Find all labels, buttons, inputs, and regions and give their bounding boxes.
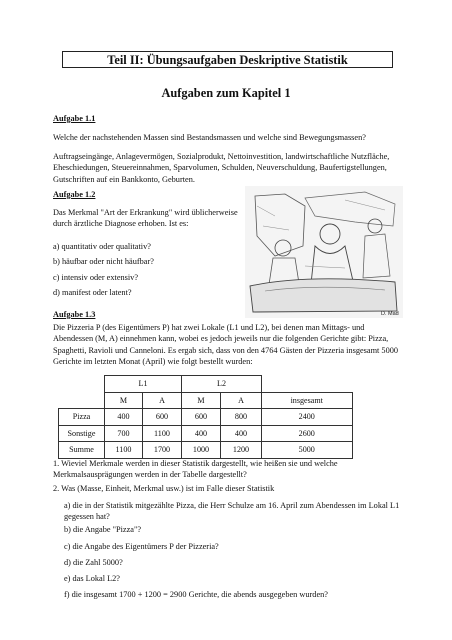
exercise-1-2-option-d: d) manifest oder latent? <box>53 288 132 297</box>
exercise-1-3-label: Aufgabe 1.3 <box>53 310 96 319</box>
table-cell: Summe <box>59 442 105 459</box>
part-title: Teil II: Übungsaufgaben Deskriptive Statistik <box>62 51 393 68</box>
header-l2-m: M <box>182 392 221 409</box>
question-2: 2. Was (Masse, Einheit, Merkmal usw.) ist im Falle dieser Statistik <box>53 484 275 493</box>
question-2-c: c) die Angabe des Eigentümers P der Pizzeria? <box>64 542 219 551</box>
header-l2-a: A <box>221 392 262 409</box>
table-cell: 1100 <box>143 425 182 442</box>
table-header-row-locations <box>59 376 353 393</box>
table-cell: Sonstige <box>59 425 105 442</box>
table-cell: 5000 <box>262 442 353 459</box>
exercise-1-2-option-b: b) häufbar oder nicht häufbar? <box>53 257 154 266</box>
question-2-b: b) die Angabe "Pizza"? <box>64 525 142 534</box>
question-2-e: e) das Lokal L2? <box>64 574 120 583</box>
question-2-a: a) die in der Statistik mitgezählte Pizza, die Herr Schulze am 16. April zum Abendessen im Lokal L1 gegessen hat? <box>64 501 400 522</box>
exercise-1-1-question: Welche der nachstehenden Massen sind Bestandsmassen und welche sind Bewegungsmassen? <box>53 133 366 142</box>
table-cell: 600 <box>143 409 182 426</box>
header-l2: L2 <box>182 376 262 393</box>
table-cell: 1700 <box>143 442 182 459</box>
table-row <box>59 442 353 459</box>
question-2-d: d) die Zahl 5000? <box>64 558 123 567</box>
table-cell: 400 <box>221 425 262 442</box>
header-l1-m: M <box>105 392 143 409</box>
exercise-1-2-option-a: a) quantitativ oder qualitativ? <box>53 242 151 251</box>
doctor-sketch-illustration <box>245 186 403 318</box>
table-cell: 600 <box>182 409 221 426</box>
header-l1-a: A <box>143 392 182 409</box>
sketch-signature: D. Mad <box>381 311 399 317</box>
table-cell: 700 <box>105 425 143 442</box>
header-total: insgesamt <box>262 392 353 409</box>
exercise-1-1-label: Aufgabe 1.1 <box>53 114 96 123</box>
table-cell: 1200 <box>221 442 262 459</box>
orders-table <box>58 375 353 459</box>
header-l1: L1 <box>105 376 182 393</box>
exercise-1-3-text: Die Pizzeria P (des Eigentümers P) hat zwei Lokale (L1 und L2), bei denen man Mittags- und Abendessen (M, A) einnehmen kann, wobei es jedoch jeweils nur die folgenden Gerichte gibt: Pizza, Spaghetti, Ravioli und Canneloni. Es ergab sich, dass von den 4764 Gästen der Pizzeria insgesamt 5000 Gerichte im letzten Monat (April) wie folgt bestellt wurden: <box>53 323 399 366</box>
table-cell: 800 <box>221 409 262 426</box>
exercise-1-2-option-c: c) intensiv oder extensiv? <box>53 273 139 282</box>
table-row <box>59 409 353 426</box>
table-cell: 2400 <box>262 409 353 426</box>
question-2-f: f) die insgesamt 1700 + 1200 = 2900 Gerichte, die abends ausgegeben wurden? <box>64 590 328 599</box>
table-cell: 1000 <box>182 442 221 459</box>
exercise-1-1-list: Auftragseingänge, Anlagevermögen, Sozialprodukt, Nettoinvestition, landwirtschaftliche Nutzfläche, Eheschiedungen, Steuereinnahmen, Sparvolumen, Schulden, Neuverschuldung, Baufertigstellungen, Gutschriften auf ein Bankkonto, Geburten. <box>53 152 390 184</box>
exercise-1-2-intro: Das Merkmal "Art der Erkrankung" wird üblicherweise durch ärztliche Diagnose erhoben. Ist es: <box>53 208 238 229</box>
chapter-heading: Aufgaben zum Kapitel 1 <box>161 86 291 100</box>
question-1: 1. Wieviel Merkmale werden in dieser Statistik dargestellt, wie heißen sie und welche Merkmalsausprägungen werden in der Tabelle dargestellt? <box>53 459 338 480</box>
table-cell: 400 <box>105 409 143 426</box>
table-header-row-meals <box>59 392 353 409</box>
table-cell: 2600 <box>262 425 353 442</box>
table-cell: Pizza <box>59 409 105 426</box>
exercise-1-2-label: Aufgabe 1.2 <box>53 190 96 199</box>
table-row <box>59 425 353 442</box>
table-cell: 1100 <box>105 442 143 459</box>
table-cell: 400 <box>182 425 221 442</box>
